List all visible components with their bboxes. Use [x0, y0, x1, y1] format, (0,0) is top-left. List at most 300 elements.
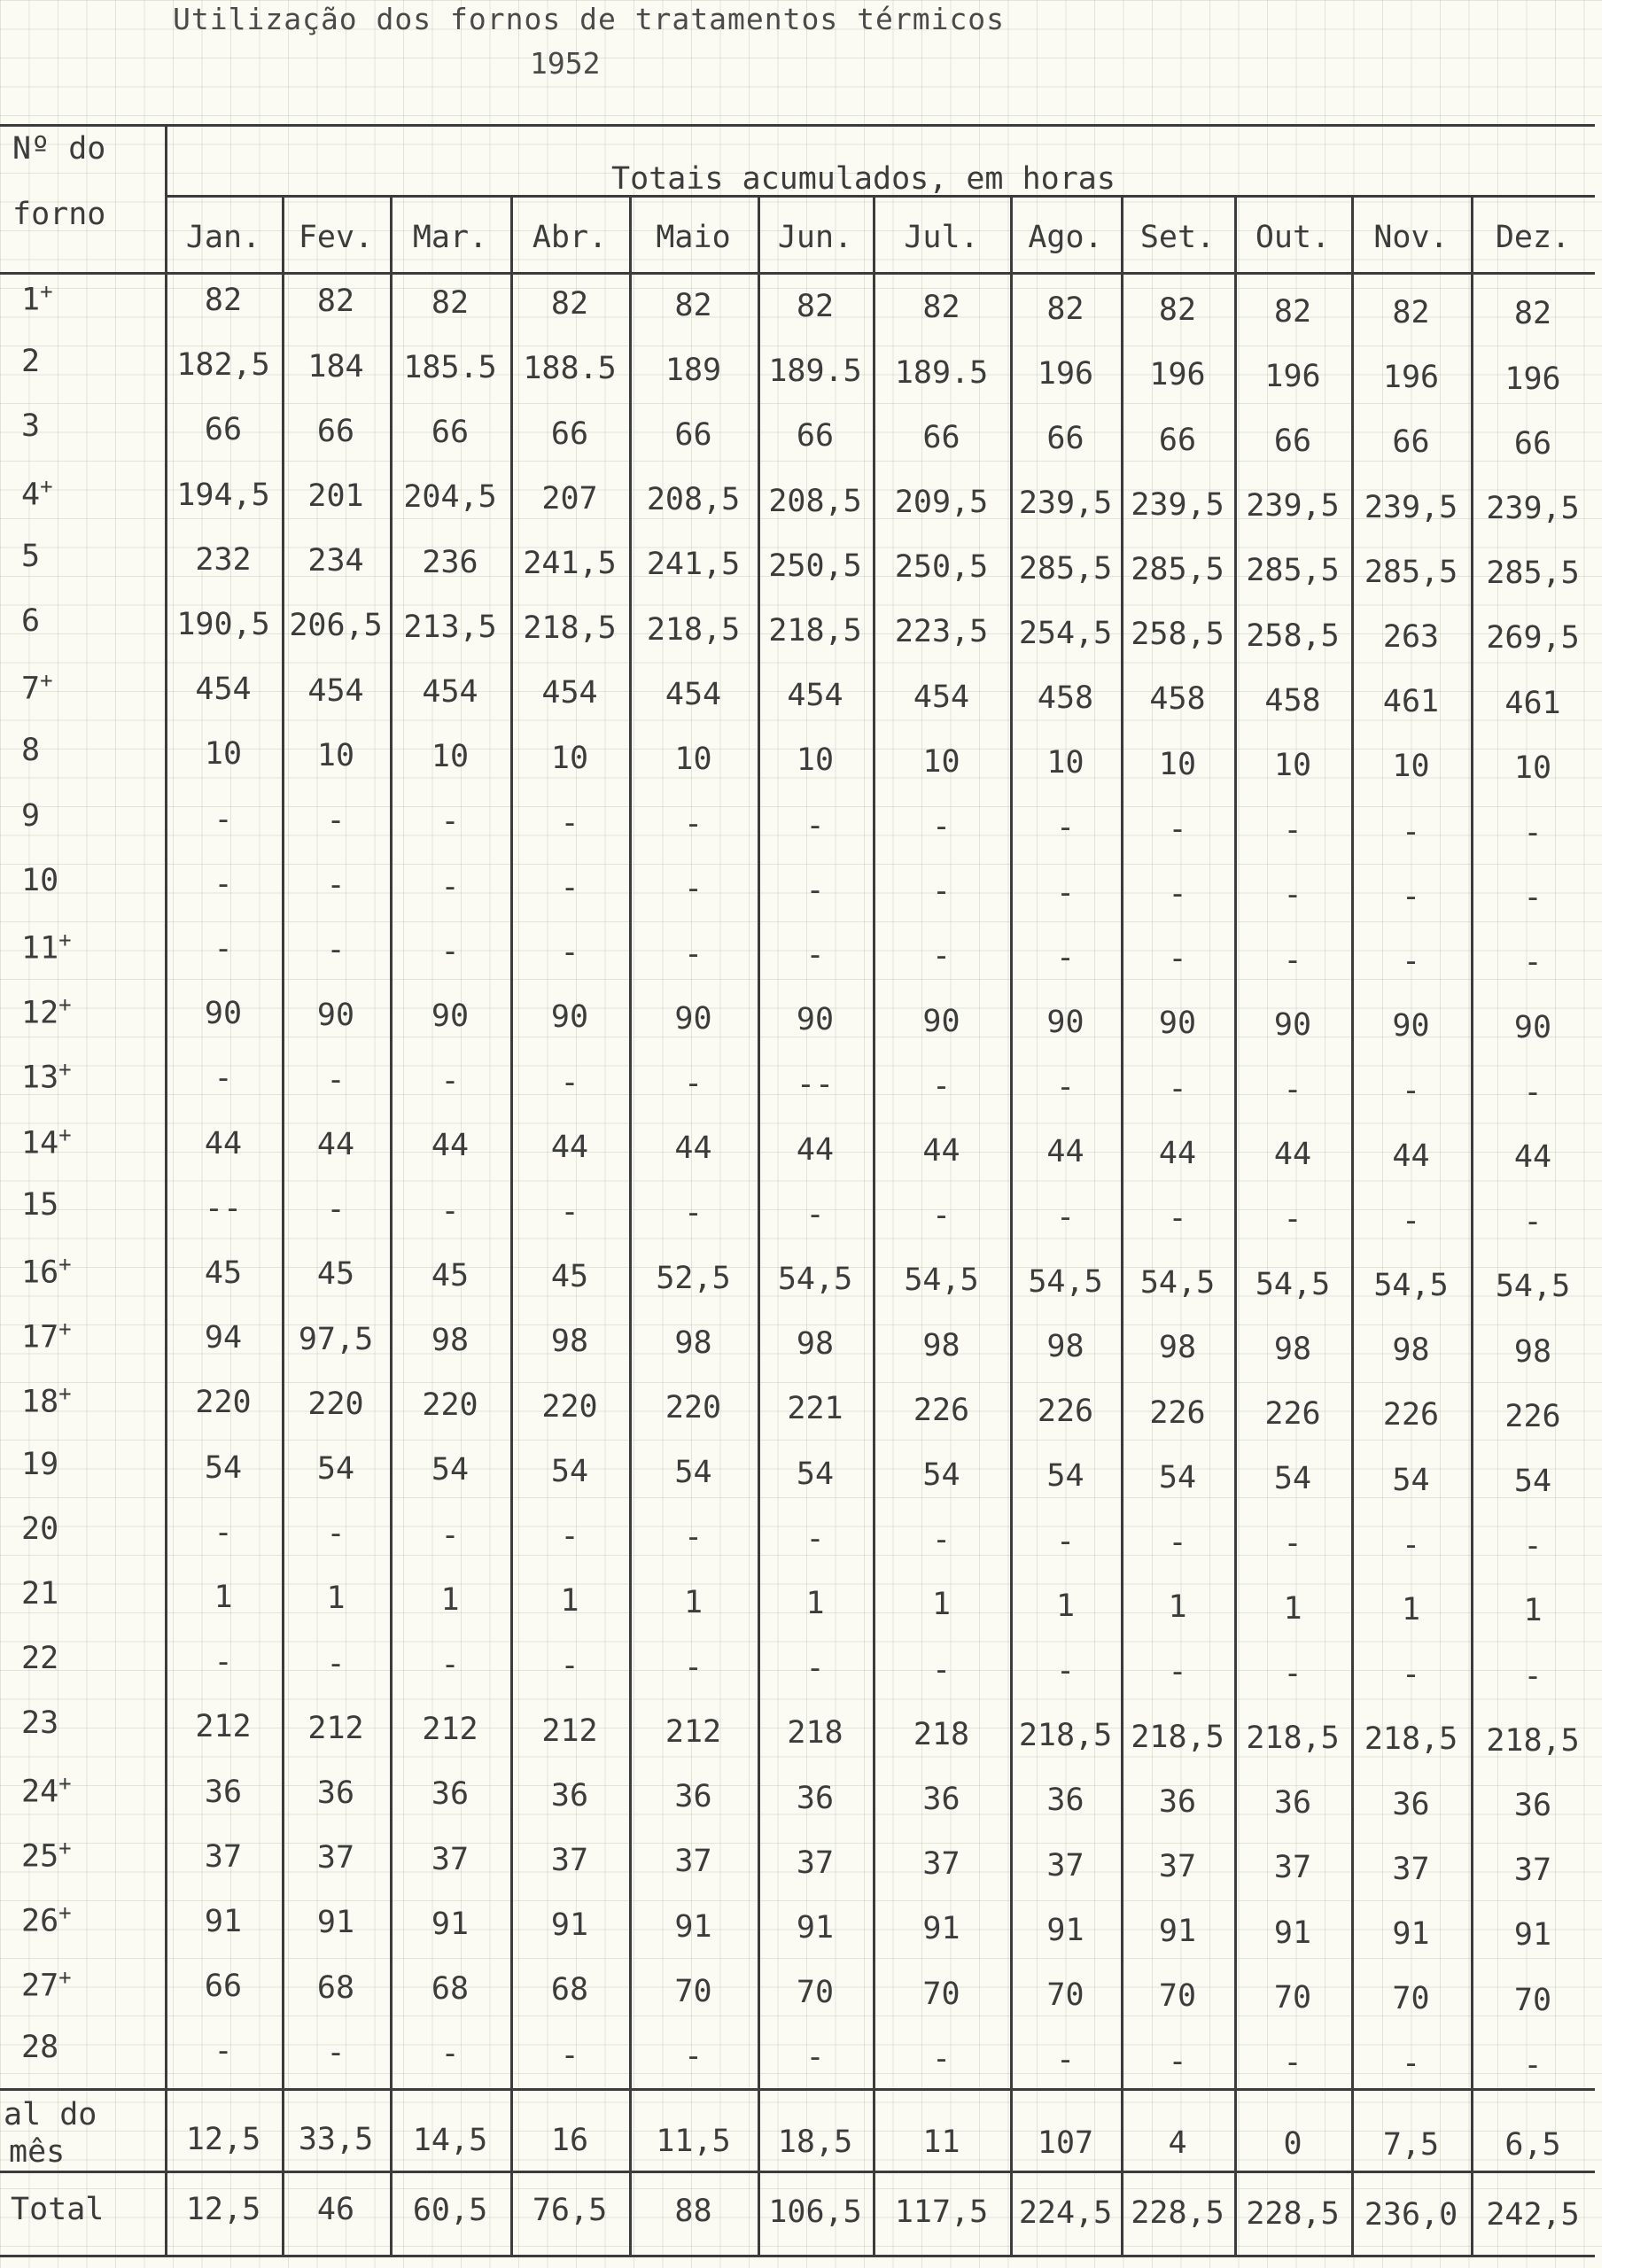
- table-cell: 1: [560, 1583, 579, 1619]
- table-cell: -: [1523, 880, 1543, 916]
- table-cell: 1: [1283, 1590, 1302, 1627]
- table-cell: 45: [316, 1256, 355, 1293]
- table-cell: 70: [1392, 1981, 1430, 2017]
- table-cell: 218,5: [646, 611, 741, 648]
- table-cell: -: [1283, 1526, 1302, 1562]
- table-cell: -: [440, 804, 460, 840]
- table-cell: 285,5: [1246, 553, 1340, 589]
- table-cell: 36: [1513, 1788, 1552, 1823]
- month-header-12: Dez.: [1495, 220, 1571, 255]
- table-cell: 98: [1046, 1329, 1084, 1364]
- table-cell: -: [1283, 2045, 1302, 2080]
- table-cell: 98: [1513, 1333, 1552, 1370]
- month-header-5: Maio: [656, 220, 731, 255]
- month-column-rule: [758, 195, 760, 2255]
- table-cell: 90: [550, 999, 589, 1036]
- table-cell: -: [214, 1060, 233, 1097]
- table-cell: 54,5: [904, 1262, 979, 1299]
- table-cell: -: [440, 1517, 460, 1553]
- table-cell: 90: [674, 1000, 712, 1037]
- table-cell: -: [683, 1649, 704, 1685]
- table-cell: 98: [1158, 1330, 1197, 1366]
- table-cell: 226: [1264, 1396, 1321, 1432]
- month-total-cell: 107: [1037, 2124, 1094, 2161]
- page-title: Utilização dos fornos de tratamentos térmicos: [173, 2, 1006, 36]
- table-cell: 82: [204, 283, 243, 318]
- table-cell: 37: [204, 1838, 243, 1875]
- table-cell: 212: [422, 1712, 478, 1748]
- table-cell: --: [796, 1067, 835, 1103]
- table-cell: 98: [674, 1324, 712, 1361]
- table-cell: 70: [674, 1973, 712, 2009]
- forno-number: 3: [21, 408, 41, 445]
- table-cell: 44: [1273, 1137, 1312, 1173]
- table-cell: 220: [665, 1390, 722, 1425]
- table-cell: 44: [1158, 1135, 1197, 1171]
- forno-number: 28: [21, 2030, 59, 2066]
- table-cell: -: [326, 1192, 346, 1228]
- table-cell: 54,5: [1373, 1268, 1449, 1303]
- forno-number: 24+: [21, 1770, 72, 1810]
- table-cell: -: [1168, 1200, 1187, 1236]
- month-total-cell: 0: [1283, 2126, 1302, 2162]
- table-cell: 70: [922, 1976, 960, 2012]
- table-cell: -: [326, 2034, 346, 2070]
- table-cell: 182,5: [176, 347, 270, 384]
- table-cell: 66: [550, 416, 589, 452]
- forno-number: 1+: [21, 279, 53, 318]
- table-cell: -: [805, 807, 825, 843]
- table-cell: 98: [922, 1327, 960, 1363]
- table-cell: 44: [1046, 1134, 1084, 1170]
- month-total-cell: 14,5: [412, 2122, 488, 2158]
- table-cell: -: [1055, 1069, 1076, 1106]
- table-cell: 98: [1392, 1332, 1430, 1369]
- table-cell: -: [1283, 877, 1302, 913]
- table-cell: 66: [1513, 425, 1552, 462]
- month-header-1: Jan.: [185, 220, 261, 255]
- table-cell: 458: [1149, 681, 1206, 718]
- table-cell: -: [214, 1644, 233, 1681]
- table-cell: 90: [1273, 1006, 1312, 1043]
- table-cell: 208,5: [768, 483, 862, 519]
- table-cell: 226: [1037, 1394, 1094, 1430]
- table-cell: 239,5: [1246, 488, 1340, 524]
- table-cell: -: [1283, 1201, 1302, 1238]
- table-cell: -: [1401, 1073, 1421, 1109]
- paper-margin: [1602, 0, 1648, 2268]
- month-total-cell: 6,5: [1504, 2127, 1561, 2163]
- table-cell: 196: [1264, 358, 1321, 394]
- table-cell: 221: [787, 1391, 843, 1427]
- table-cell: -: [560, 1194, 579, 1230]
- table-cell: 36: [316, 1775, 355, 1811]
- table-cell: -: [805, 872, 825, 908]
- table-cell: -: [683, 871, 704, 907]
- table-cell: 194,5: [176, 477, 270, 513]
- table-cell: 54: [316, 1451, 355, 1487]
- table-cell: -: [931, 809, 952, 844]
- table-cell: 454: [665, 676, 722, 712]
- table-cell: 239,5: [1131, 486, 1224, 523]
- table-cell: 212: [195, 1709, 252, 1745]
- table-cell: -: [683, 1519, 704, 1556]
- table-cell: 54: [1392, 1462, 1430, 1498]
- month-column-rule: [510, 195, 513, 2255]
- table-cell: 220: [195, 1385, 252, 1421]
- table-cell: -: [440, 1063, 460, 1099]
- table-cell: --: [204, 1190, 243, 1226]
- table-cell: 189.5: [768, 353, 862, 390]
- month-header-9: Set.: [1139, 220, 1216, 255]
- total-cell: 236,0: [1364, 2196, 1458, 2233]
- table-cell: -: [931, 938, 952, 975]
- month-column-rule: [282, 195, 284, 2255]
- table-cell: 209,5: [894, 485, 989, 520]
- table-cell: 44: [316, 1127, 355, 1162]
- table-cell: 201: [307, 478, 364, 514]
- table-cell: 10: [796, 742, 835, 779]
- table-cell: -: [1055, 2042, 1076, 2078]
- table-cell: 1: [931, 1587, 952, 1623]
- table-cell: 236: [422, 544, 478, 580]
- forno-number: 11+: [21, 928, 72, 967]
- forno-number: 12+: [21, 992, 72, 1031]
- total-cell: 228,5: [1246, 2196, 1340, 2232]
- table-cell: 189.5: [894, 354, 989, 391]
- table-cell: 190,5: [176, 607, 270, 642]
- table-cell: 45: [550, 1259, 589, 1295]
- table-cell: 37: [922, 1846, 960, 1883]
- forno-number: 18+: [21, 1381, 72, 1421]
- table-cell: 285,5: [1364, 554, 1458, 590]
- table-cell: 90: [1392, 1008, 1430, 1045]
- table-cell: 204,5: [403, 479, 497, 516]
- table-cell: 45: [431, 1257, 470, 1293]
- table-cell: 66: [204, 1969, 243, 2005]
- forno-header-line1: Nº do: [12, 131, 106, 167]
- month-header-2: Fev.: [298, 220, 374, 255]
- total-cell: 106,5: [768, 2194, 862, 2230]
- forno-number: 21: [21, 1576, 59, 1612]
- table-cell: 212: [307, 1710, 364, 1746]
- table-cell: 37: [674, 1844, 712, 1880]
- table-cell: 54: [1513, 1464, 1552, 1499]
- table-cell: 91: [431, 1906, 470, 1942]
- forno-number: 5: [21, 538, 41, 574]
- forno-number: 14+: [21, 1122, 72, 1161]
- table-cell: -: [1283, 1655, 1302, 1691]
- table-cell: 218,5: [1131, 1719, 1224, 1755]
- table-cell: 285,5: [1131, 552, 1224, 587]
- forno-number: 19: [21, 1446, 59, 1482]
- table-cell: 254,5: [1018, 615, 1113, 651]
- month-header-10: Out.: [1255, 220, 1331, 255]
- table-cell: 239,5: [1018, 485, 1113, 522]
- table-cell: -: [326, 932, 346, 968]
- month-total-cell: 11,5: [656, 2124, 731, 2159]
- table-cell: 454: [307, 672, 364, 709]
- table-cell: 207: [541, 480, 598, 517]
- month-column-rule: [629, 195, 632, 2255]
- table-cell: -: [931, 1522, 952, 1558]
- table-cell: 90: [204, 996, 243, 1032]
- table-cell: 36: [431, 1776, 470, 1813]
- table-cell: 82: [1046, 291, 1084, 327]
- table-cell: -: [1283, 1072, 1302, 1107]
- table-cell: 212: [665, 1714, 722, 1750]
- table-cell: 37: [1046, 1847, 1084, 1884]
- table-cell: 37: [1158, 1849, 1197, 1884]
- table-cell: 196: [1037, 356, 1094, 392]
- table-cell: 1: [1401, 1592, 1421, 1627]
- table-cell: 91: [796, 1910, 835, 1946]
- table-cell: -: [931, 874, 952, 910]
- table-cell: -: [1055, 1523, 1076, 1559]
- table-cell: 90: [1158, 1006, 1197, 1042]
- table-cell: 10: [1158, 746, 1197, 782]
- month-column-rule: [1010, 195, 1013, 2255]
- table-cell: 52,5: [656, 1260, 731, 1296]
- table-cell: 54: [674, 1455, 712, 1491]
- table-cell: 1: [326, 1581, 346, 1617]
- table-cell: 226: [913, 1392, 970, 1428]
- table-cell: -: [931, 2040, 952, 2077]
- table-cell: 1: [440, 1581, 460, 1618]
- table-cell: -: [440, 2036, 460, 2072]
- table-cell: -: [1283, 812, 1302, 849]
- table-cell: 250,5: [894, 549, 989, 586]
- table-cell: -: [560, 935, 579, 971]
- table-bottom-rule: [0, 2255, 1595, 2257]
- table-cell: 82: [550, 286, 589, 322]
- table-cell: 54,5: [1028, 1263, 1103, 1300]
- forno-number: 4+: [21, 473, 53, 513]
- table-cell: 269,5: [1486, 620, 1580, 656]
- forno-number: 26+: [21, 1900, 72, 1939]
- table-cell: -: [560, 1064, 579, 1100]
- table-cell: 91: [674, 1908, 712, 1945]
- table-cell: 98: [431, 1323, 470, 1358]
- table-cell: -: [1168, 876, 1187, 912]
- table-cell: 54: [204, 1449, 243, 1486]
- table-cell: 44: [796, 1131, 835, 1168]
- table-cell: -: [1523, 1528, 1543, 1565]
- table-cell: 461: [1504, 685, 1561, 721]
- total-cell: 117,5: [894, 2194, 989, 2231]
- month-column-rule: [873, 195, 875, 2255]
- table-cell: 66: [1392, 424, 1430, 461]
- total-cell: 60,5: [412, 2192, 488, 2228]
- month-total-cell: 33,5: [298, 2122, 374, 2158]
- month-total-bottom-rule: [0, 2171, 1595, 2173]
- table-cell: 44: [922, 1133, 960, 1169]
- table-cell: 239,5: [1486, 491, 1580, 526]
- month-total-cell: 11: [922, 2124, 960, 2161]
- table-cell: 70: [1273, 1979, 1312, 2016]
- table-cell: 250,5: [768, 548, 862, 584]
- table-cell: 454: [541, 675, 598, 711]
- table-cell: 91: [1158, 1914, 1197, 1950]
- table-cell: 36: [1273, 1785, 1312, 1821]
- forno-number: 17+: [21, 1317, 72, 1355]
- table-cell: 90: [796, 1002, 835, 1038]
- month-total-cell: 16: [550, 2123, 589, 2159]
- month-column-rule: [1121, 195, 1123, 2255]
- table-cell: 37: [431, 1841, 470, 1877]
- table-cell: -: [683, 2039, 704, 2074]
- table-cell: 54,5: [1255, 1266, 1331, 1302]
- table-cell: 218: [913, 1716, 970, 1752]
- table-cell: -: [1055, 939, 1076, 975]
- table-cell: -: [805, 1520, 825, 1557]
- table-cell: -: [214, 931, 233, 967]
- table-cell: -: [214, 866, 233, 902]
- table-cell: 54: [550, 1453, 589, 1489]
- table-cell: 226: [1149, 1394, 1206, 1431]
- total-cell: 228,5: [1131, 2195, 1224, 2232]
- month-header-11: Nov.: [1373, 220, 1449, 255]
- table-cell: -: [560, 1648, 579, 1684]
- forno-header-line2: forno: [12, 197, 106, 232]
- table-cell: 90: [431, 998, 470, 1034]
- total-label: Total: [11, 2191, 105, 2227]
- table-cell: 90: [922, 1003, 960, 1039]
- table-cell: 66: [316, 413, 355, 449]
- header-bottom-rule: [0, 272, 1595, 275]
- table-cell: -: [326, 1061, 346, 1098]
- table-cell: -: [560, 1518, 579, 1554]
- table-cell: -: [1523, 1658, 1543, 1694]
- table-cell: 1: [1523, 1593, 1543, 1629]
- table-cell: -: [560, 2037, 579, 2073]
- table-cell: 91: [1392, 1916, 1430, 1952]
- forno-number: 8: [21, 733, 41, 769]
- total-cell: 88: [674, 2194, 712, 2229]
- table-cell: -: [683, 1195, 704, 1231]
- table-cell: 241,5: [646, 547, 741, 583]
- table-cell: -: [214, 801, 233, 837]
- table-cell: -: [683, 1066, 704, 1101]
- table-cell: -: [1168, 1654, 1187, 1690]
- month-header-7: Jul.: [904, 220, 979, 255]
- table-cell: 461: [1382, 684, 1440, 720]
- table-cell: 454: [195, 672, 252, 708]
- table-cell: 90: [316, 997, 355, 1033]
- table-cell: 10: [922, 743, 960, 780]
- table-cell: -: [1055, 810, 1076, 846]
- table-cell: 220: [541, 1388, 598, 1425]
- table-cell: -: [560, 870, 579, 905]
- table-cell: -: [440, 868, 460, 905]
- forno-number: 7+: [21, 668, 53, 707]
- table-cell: 44: [1392, 1138, 1430, 1174]
- table-cell: -: [1401, 2046, 1421, 2082]
- forno-number: 6: [21, 603, 41, 639]
- total-cell: 12,5: [185, 2191, 261, 2227]
- table-cell: 70: [1046, 1977, 1084, 2013]
- table-cell: 196: [1504, 361, 1561, 397]
- table-cell: -: [326, 867, 346, 904]
- table-cell: 37: [1392, 1851, 1430, 1887]
- table-cell: -: [1168, 1070, 1187, 1107]
- table-cell: -: [1401, 1657, 1421, 1693]
- table-cell: 196: [1149, 357, 1206, 393]
- table-cell: -: [1055, 1199, 1076, 1235]
- table-cell: -: [1401, 944, 1421, 979]
- table-cell: -: [440, 1647, 460, 1682]
- table-cell: 218,5: [768, 613, 862, 649]
- table-cell: 220: [422, 1387, 478, 1424]
- table-cell: 263: [1382, 619, 1440, 655]
- table-cell: 68: [431, 1971, 470, 2007]
- table-cell: 54: [1158, 1459, 1197, 1495]
- table-cell: 36: [796, 1780, 835, 1816]
- month-header-3: Mar.: [412, 220, 488, 255]
- table-cell: 66: [1158, 422, 1197, 458]
- forno-number: 27+: [21, 1965, 72, 2004]
- table-cell: 36: [1046, 1783, 1084, 1819]
- forno-column-rule: [165, 124, 167, 2255]
- table-cell: -: [214, 1514, 233, 1550]
- table-cell: -: [326, 1516, 346, 1552]
- table-cell: 36: [550, 1777, 589, 1814]
- table-cell: 98: [796, 1326, 835, 1363]
- table-cell: 10: [1392, 749, 1430, 785]
- table-cell: 82: [316, 284, 355, 320]
- furnace-usage-table: [0, 99, 1595, 2261]
- table-cell: -: [1168, 941, 1187, 977]
- table-cell: 91: [204, 1904, 243, 1939]
- table-cell: 454: [422, 674, 478, 710]
- table-cell: 45: [204, 1255, 243, 1291]
- table-cell: 37: [1513, 1852, 1552, 1889]
- table-cell: 82: [431, 284, 470, 321]
- table-cell: 54: [1046, 1458, 1084, 1495]
- table-cell: 82: [796, 289, 835, 324]
- month-header-4: Abr.: [532, 220, 608, 255]
- table-cell: 241,5: [523, 546, 617, 581]
- table-cell: -: [440, 933, 460, 969]
- forno-number: 9: [21, 797, 41, 834]
- table-cell: 10: [204, 736, 243, 773]
- table-cell: 91: [1513, 1917, 1552, 1953]
- month-header-6: Jun.: [777, 220, 853, 255]
- body-bottom-rule: [0, 2088, 1595, 2091]
- month-total-cell: 4: [1168, 2125, 1187, 2162]
- table-cell: 94: [204, 1320, 243, 1356]
- table-cell: 234: [307, 543, 364, 579]
- table-cell: 91: [550, 1907, 589, 1944]
- table-cell: 218,5: [1018, 1718, 1113, 1754]
- month-column-rule: [1471, 195, 1473, 2255]
- forno-number: 13+: [21, 1057, 72, 1097]
- table-cell: -: [1055, 874, 1076, 911]
- forno-number: 2: [21, 344, 41, 380]
- table-cell: -: [683, 936, 704, 972]
- table-cell: 44: [204, 1125, 243, 1161]
- table-cell: -: [1168, 811, 1187, 847]
- forno-number: 10: [21, 862, 59, 898]
- table-cell: 185.5: [403, 350, 497, 385]
- table-cell: 1: [214, 1580, 233, 1615]
- table-cell: 213,5: [403, 609, 497, 645]
- table-cell: -: [1055, 1653, 1076, 1689]
- month-header-8: Ago.: [1028, 220, 1103, 255]
- table-cell: -: [931, 1198, 952, 1234]
- table-cell: 226: [1382, 1397, 1440, 1433]
- table-cell: 70: [796, 1975, 835, 2011]
